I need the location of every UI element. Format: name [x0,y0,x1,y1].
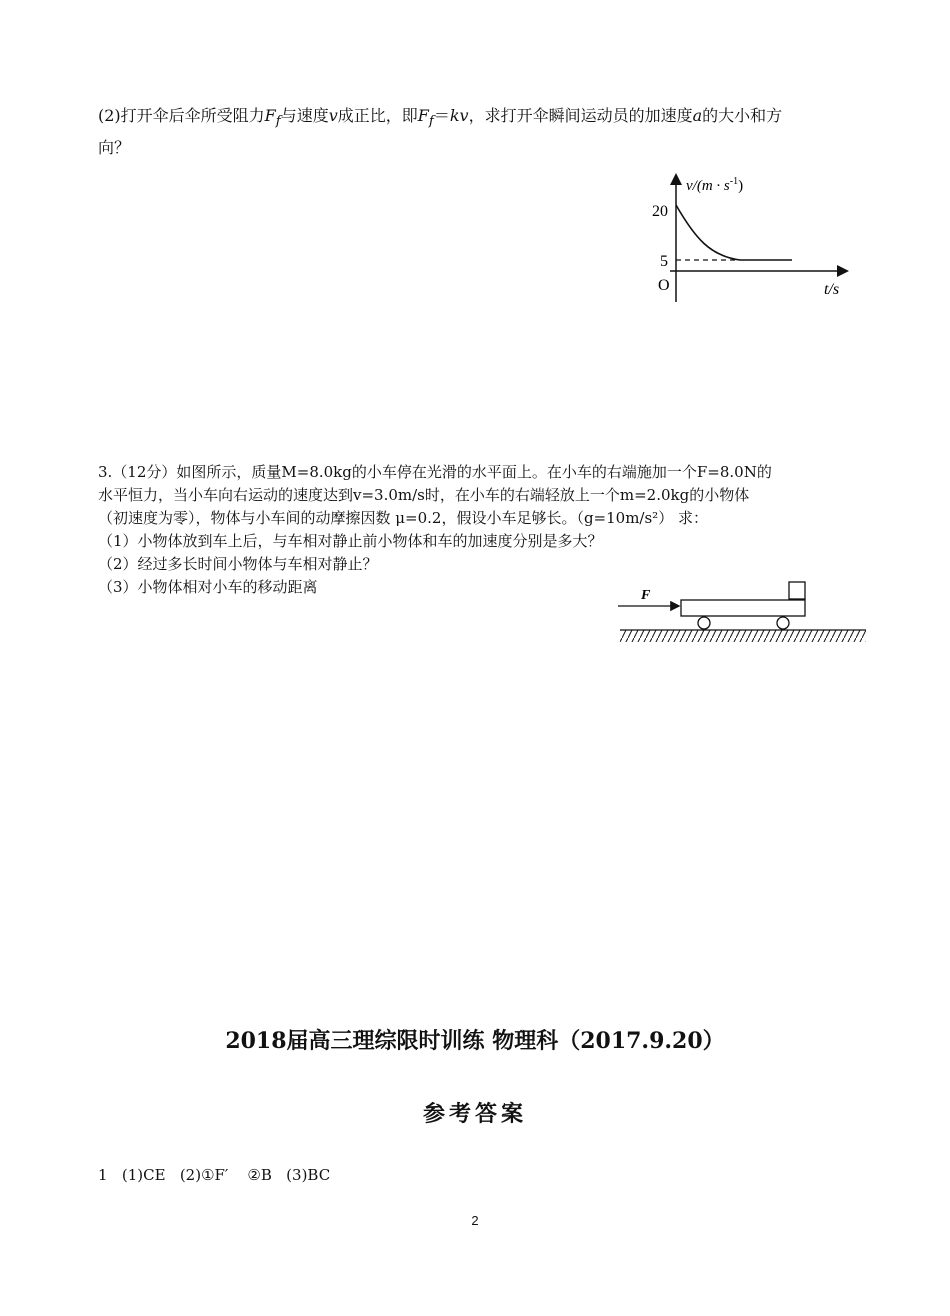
answer-title: 2018届高三理综限时训练 物理科（2017.9.20） [225,1028,725,1054]
q2-text-4: ，求打开伞瞬间运动员的加速度 [468,106,693,125]
origin-label: O [658,277,670,294]
ground-hatching [620,630,866,642]
q2-text-3: 成正比，即 [337,106,418,125]
y-axis-label: $v/(m \cdot s^{-1})$ [686,176,744,194]
velocity-curve [676,205,740,260]
q2-eq-sign: ＝ [433,106,450,125]
cart-wheel-right [777,617,789,629]
q2-ff: F [264,106,276,125]
force-label: F [641,588,651,603]
q3-line: 3.（12分）如图所示，质量M=8.0kg的小车停在光滑的水平面上。在小车的右端施加一个F=8.0N的 [98,463,772,481]
q3-line: （1）小物体放到车上后，与车相对静止前小物体和车的加速度分别是多大？ [98,532,603,550]
cart-body [681,600,805,616]
q2-text-5: 的大小和方 [702,106,783,125]
cart-wheel-left [698,617,710,629]
x-axis-label: t/s [824,281,840,298]
answer-subtitle: 参考答案 [422,1101,527,1127]
question-2-part-2 [98,103,858,161]
q2-text-2: 与速度 [280,106,329,125]
answer-1: 1 (1)CE (2)①F′ ②B (3)BC [98,1166,331,1184]
q3-line: （初速度为零），物体与小车间的动摩擦因数 μ=0.2，假设小车足够长。（g=10m/s²） 求： [98,509,708,527]
q3-line: （2）经过多长时间小物体与车相对静止？ [98,555,378,573]
cart-diagram [616,578,868,648]
q2-ff-sub: f [275,114,281,130]
q2-eq-sub: f [428,114,434,130]
y-tick-20: 20 [652,203,668,220]
small-block [789,582,805,599]
y-tick-5: 5 [660,253,668,270]
q2-v: v [328,106,338,125]
q3-line: 水平恒力，当小车向右运动的速度达到v=3.0m/s时，在小车的右端轻放上一个m=2.0kg的小物体 [98,486,750,504]
q2-kv: kv [449,106,469,125]
page-number: 2 [471,1213,479,1228]
q2-a: a [692,106,703,125]
q2-text-1: (2)打开伞后伞所受阻力 [98,106,265,125]
q2-eq-f: F [417,106,429,125]
q3-line: （3）小物体相对小车的移动距离 [98,578,318,596]
velocity-time-graph [640,168,860,308]
q2-text-6: 向？ [98,138,131,158]
